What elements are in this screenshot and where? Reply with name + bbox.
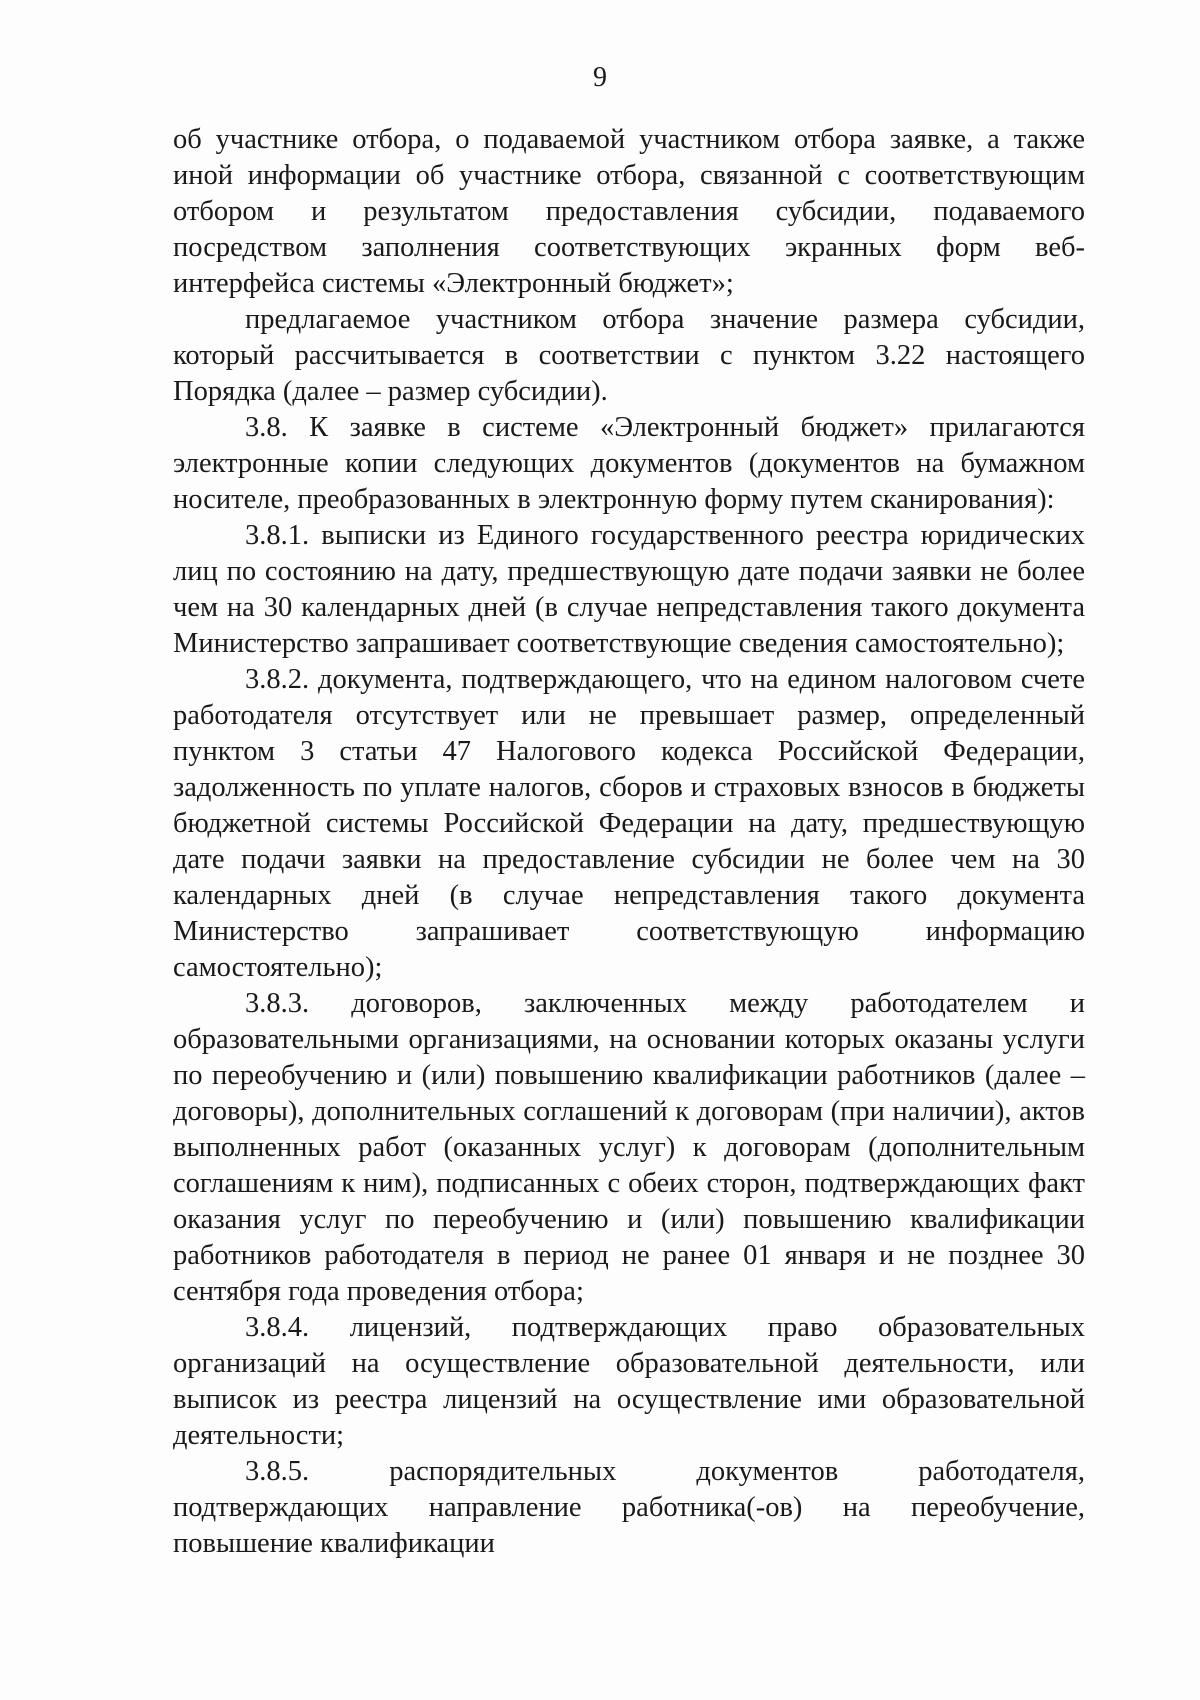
paragraph-3-8-1: 3.8.1. выписки из Единого государственного реестра юридических лиц по состоянию на дату, предшествующую дате подачи заявки не более чем на 30 календарных дней (в случае непредставления такого документа Министерство запрашивает соответствующие сведения самостоятельно); <box>173 520 1085 659</box>
paragraph-3-8-5: 3.8.5. распорядительных документов работодателя, подтверждающих направление работника(-ов) на переобучение, повышение квалификации <box>173 1456 1085 1559</box>
paragraph-continuation: об участнике отбора, о подаваемой участником отбора заявке, а также иной информации об участнике отбора, связанной с соответствующим отбором и результатом предоставления субсидии, подаваемого посредством заполнения соответствующих экранных форм веб-интерфейса системы «Электронный бюджет»; <box>173 124 1085 299</box>
document-body <box>173 122 1085 1562</box>
paragraph-subsidy-size: предлагаемое участником отбора значение размера субсидии, который рассчитывается в соответствии с пунктом 3.22 настоящего Порядка (далее – размер субсидии). <box>173 304 1085 407</box>
paragraph-3-8-3: 3.8.3. договоров, заключенных между работодателем и образовательными организациями, на основании которых оказаны услуги по переобучению и (или) повышению квалификации работников (далее – договоры), дополнительных соглашений к договорам (при наличии), актов выполненных работ (оказанных услуг) к договорам (дополнительным соглашениям к ним), подписанных с обеих сторон, подтверждающих факт оказания услуг по переобучению и (или) повышению квалификации работников работодателя в период не ранее 01 января и не позднее 30 сентября года проведения отбора; <box>173 988 1085 1307</box>
paragraph-3-8: 3.8. К заявке в системе «Электронный бюджет» прилагаются электронные копии следующих документов (документов на бумажном носителе, преобразованных в электронную форму путем сканирования): <box>173 412 1085 515</box>
page-number: 9 <box>593 62 607 93</box>
paragraph-3-8-4: 3.8.4. лицензий, подтверждающих право образовательных организаций на осуществление образовательной деятельности, или выписок из реестра лицензий на осуществление ими образовательной деятельности; <box>173 1312 1085 1451</box>
paragraph-3-8-2: 3.8.2. документа, подтверждающего, что на едином налоговом счете работодателя отсутствует или не превышает размер, определенный пунктом 3 статьи 47 Налогового кодекса Российской Федерации, задолженность по уплате налогов, сборов и страховых взносов в бюджеты бюджетной системы Российской Федерации на дату, предшествующую дате подачи заявки на предоставление субсидии не более чем на 30 календарных дней (в случае непредставления такого документа Министерство запрашивает соответствующую информацию самостоятельно); <box>173 664 1085 983</box>
